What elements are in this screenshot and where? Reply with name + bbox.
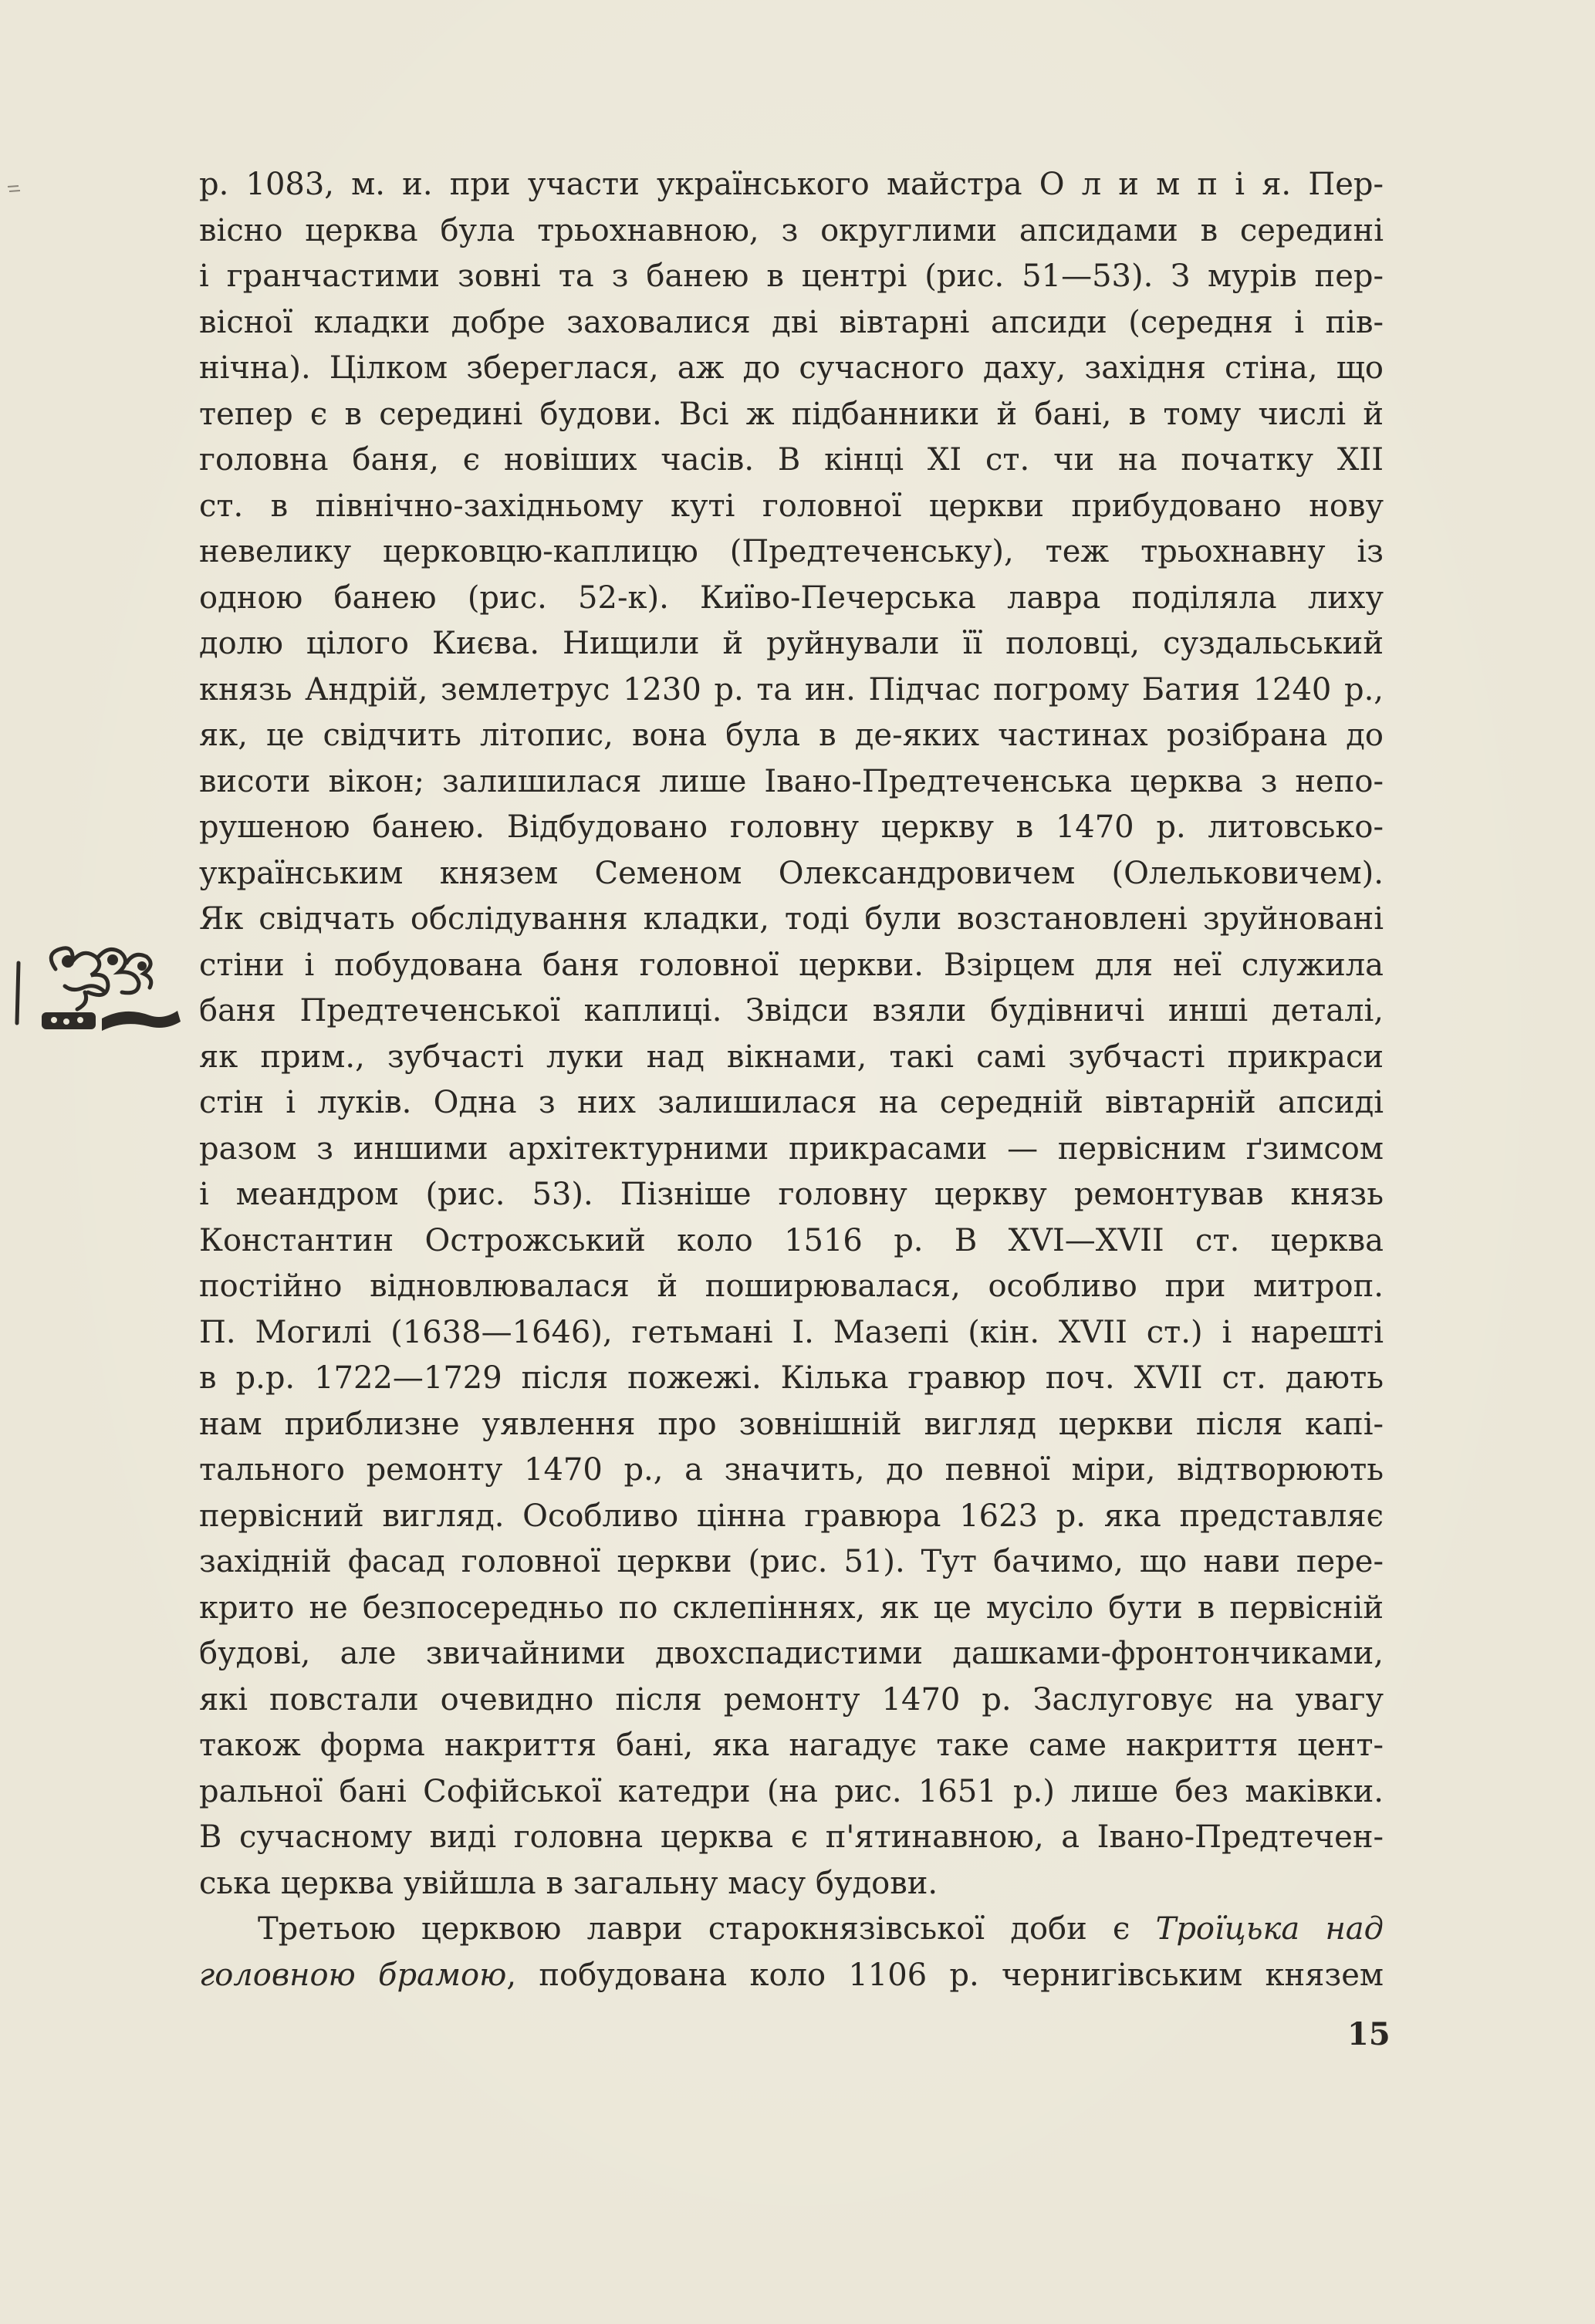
- text-line: долю цілого Києва. Нищили й руйнували її половці, суздальський: [199, 626, 1384, 661]
- text-line: первісний вигляд. Особливо цінна гравюра 1623 р. яка представляє: [199, 1498, 1384, 1534]
- text-line: р. 1083, м. и. при участи українського майстра О л и м п і я. Пер-: [199, 167, 1384, 202]
- text-line: як, це свідчить літопис, вона була в де-яких частинах розібрана до: [199, 718, 1384, 753]
- text-line: рушеною банею. Відбудовано головну церкву в 1470 р. литовсько-: [199, 809, 1384, 845]
- italic-church-name: Троїцька над: [1155, 1911, 1384, 1947]
- text-line: тального ремонту 1470 р., а значить, до певної міри, відтворюють: [199, 1452, 1384, 1488]
- page-number: 15: [1347, 2016, 1391, 2052]
- text-line: стін і луків. Одна з них залишилася на середній вівтарній апсиді: [199, 1085, 1384, 1120]
- text-line: одною банею (рис. 52-к). Київо-Печерська лавра поділяла лиху: [199, 579, 1384, 616]
- text-line: Як свідчать обслідування кладки, тоді були возстановлені зруйновані: [199, 901, 1384, 937]
- text-line: висоти вікон; залишилася лише Івано-Предтеченська церква з непо-: [199, 763, 1384, 799]
- text-line: як прим., зубчасті луки над вікнами, такі самі зубчасті прикраси: [199, 1039, 1384, 1075]
- text-line: крито не безпосередньо по склепіннях, як це мусіло бути в первісній: [199, 1589, 1384, 1626]
- body-text: [199, 162, 1384, 1998]
- text-line: Константин Острожський коло 1516 р. В XVI—XVII ст. церква: [199, 1222, 1384, 1258]
- paragraph-2-line-2: [199, 1953, 1384, 1999]
- text-line: вісної кладки добре заховалися дві вівтарні апсиди (середня і пів-: [199, 304, 1384, 340]
- text-line: і гранчастими зовні та з банею в центрі (рис. 51—53). З мурів пер-: [199, 258, 1384, 294]
- text-line: нам приблизне уявлення про зовнішній вигляд церкви після капі-: [199, 1406, 1384, 1442]
- margin-mark: [6, 184, 23, 194]
- floral-ornament-icon: [11, 932, 188, 1040]
- text-line: будові, але звичайними двохспадистими дашками-фронтончиками,: [199, 1636, 1384, 1671]
- text-line: баня Предтеченської каплиці. Звідси взяли будівничі инші деталі,: [199, 993, 1384, 1029]
- text-line: ральної бані Софійської катедри (на рис. 1651 р.) лише без маківки.: [199, 1773, 1384, 1809]
- text-line: вісно церква була трьохнавною, з округлими апсидами в середині: [199, 212, 1384, 248]
- paragraph-2-text: , побудована коло 1106 р. чернигівським князем: [506, 1957, 1384, 1993]
- italic-church-name-continued: головною брамою: [199, 1957, 507, 1993]
- text-line: українським князем Семеном Олександровичем (Олельковичем).: [199, 855, 1384, 891]
- paragraph-2-line-1: [199, 1907, 1384, 1953]
- text-line: тепер є в середині будови. Всі ж підбанники й бані, в тому числі й: [199, 396, 1384, 432]
- text-line: які повстали очевидно після ремонту 1470 р. Заслуговує на увагу: [199, 1681, 1384, 1718]
- text-line: в р.р. 1722—1729 після пожежі. Кілька гравюр поч. XVII ст. дають: [199, 1360, 1384, 1396]
- paragraph-2-text: Третьою церквою лаври старокнязівської доби є: [258, 1911, 1156, 1947]
- text-line: князь Андрій, землетрус 1230 р. та ин. Підчас погрому Батия 1240 р.,: [199, 671, 1384, 708]
- text-line: також форма накриття бані, яка нагадує таке саме накриття цент-: [199, 1728, 1384, 1763]
- text-line: головна баня, є новіших часів. В кінці XI ст. чи на початку XII: [199, 442, 1384, 478]
- text-line: стіни і побудована баня головної церкви. Взірцем для неї служила: [199, 947, 1384, 983]
- text-line: західній фасад головної церкви (рис. 51). Тут бачимо, що нави пере-: [199, 1544, 1384, 1579]
- text-line: і меандром (рис. 53). Пізніше головну церкву ремонтував князь: [199, 1177, 1384, 1212]
- text-line: В сучасному виді головна церква є п'ятинавною, а Івано-Предтечен-: [199, 1819, 1384, 1855]
- text-line: ст. в північно-західньому куті головної церкви прибудовано нову: [199, 488, 1384, 524]
- text-line: П. Могилі (1638—1646), гетьмані І. Мазепі (кін. XVII ст.) і нарешті: [199, 1314, 1384, 1350]
- text-line: невелику церковцю-каплицю (Предтеченську), теж трьохнавну із: [199, 534, 1384, 569]
- text-line: нічна). Цілком збереглася, аж до сучасного даху, західня стіна, що: [199, 350, 1384, 386]
- text-line: постійно відновлювалася й поширювалася, особливо при митроп.: [199, 1268, 1384, 1304]
- text-line: ська церква увійшла в загальну масу будови.: [199, 1865, 938, 1901]
- text-line: разом з иншими архітектурними прикрасами — первісним ґзимсом: [199, 1130, 1384, 1167]
